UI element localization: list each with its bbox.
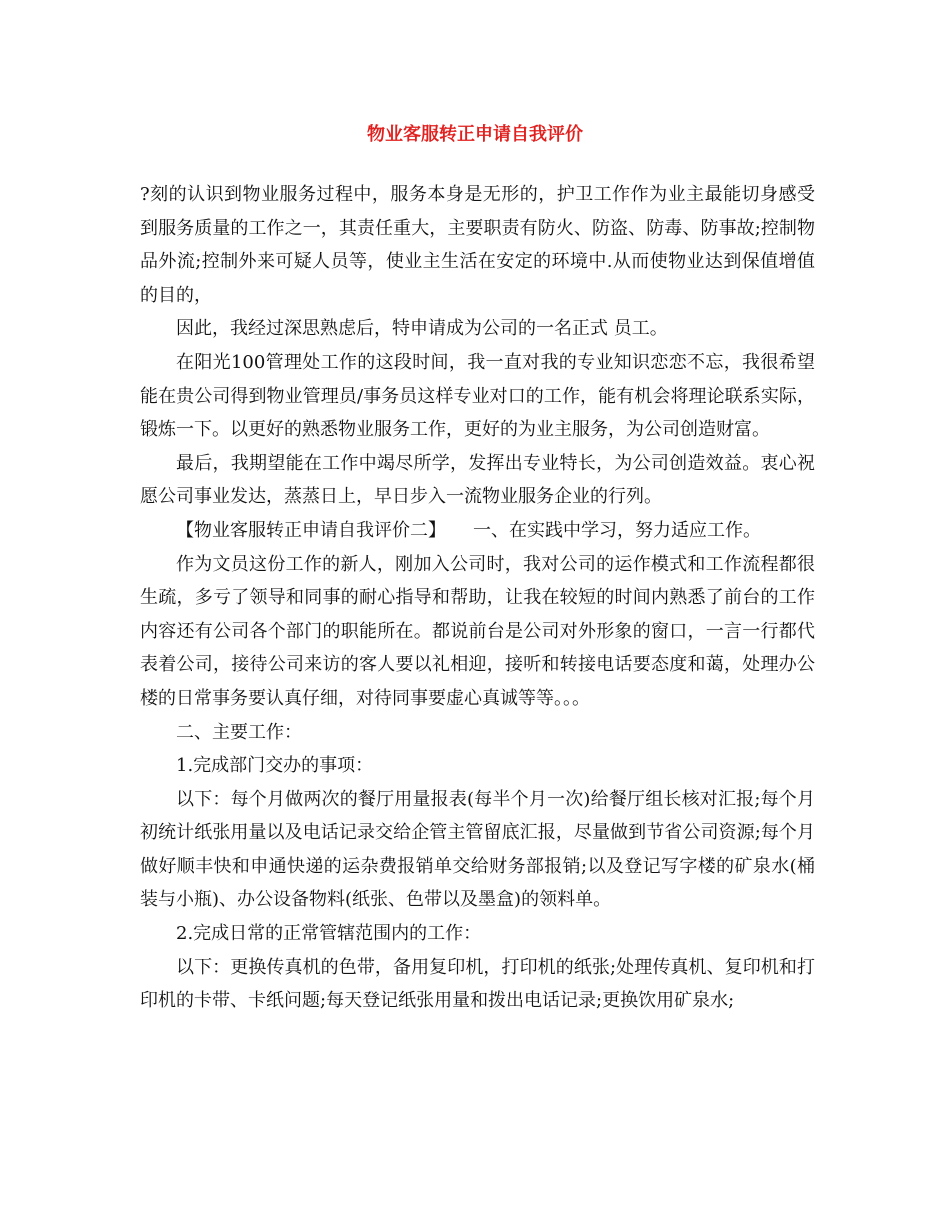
paragraph: 因此，我经过深思熟虑后，特申请成为公司的一名正式 员工。 — [176, 318, 668, 340]
paragraph: 最后，我期望能在工作中竭尽所学，发挥出专业特长，为公司创造效益。衷心祝愿公司事业发达，蒸蒸日上，早日步入一流物业服务企业的行列。 — [140, 452, 815, 508]
paragraph: 作为文员这份工作的新人，刚加入公司时，我对公司的运作模式和工作流程都很生疏，多亏了领导和同事的耐心指导和帮助，让我在较短的时间内熟悉了前台的工作内容还有公司各个部门的职能所在。都说前台是公司对外形象的窗口，一言一行都代表着公司，接待公司来访的客人要以礼相迎，接听和转接电话要态度和蔼，处理办公楼的日常事务要认真仔细，对待同事要虚心真诚等等。。。 — [140, 553, 815, 709]
paragraph: 以下：每个月做两次的餐厅用量报表(每半个月一次)给餐厅组长核对汇报;每个月初统计纸张用量以及电话记录交给企管主管留底汇报，尽量做到节省公司资源;每个月做好顺丰快和申通快递的运杂费报销单交给财务部报销;以及登记写字楼的矿泉水(桶装与小瓶)、办公设备物料(纸张、色带以及墨盒)的领料单。 — [140, 788, 815, 911]
subsection-heading: 1.完成部门交办的事项： — [176, 755, 374, 777]
paragraph: 以下：更换传真机的色带，备用复印机，打印机的纸张;处理传真机、复印机和打印机的卡带、卡纸问题;每天登记纸张用量和拨出电话记录;更换饮用矿泉水; — [140, 956, 815, 1012]
document-body — [140, 178, 815, 1018]
section-heading-paragraph: 【物业客服转正申请自我评价二】 一、在实践中学习，努力适应工作。 — [176, 519, 761, 541]
subsection-heading: 2.完成日常的正常管辖范围内的工作： — [176, 923, 482, 945]
paragraph: ?刻的认识到物业服务过程中，服务本身是无形的，护卫工作作为业主最能切身感受到服务质量的工作之一，其责任重大，主要职责有防火、防盗、防毒、防事故;控制物品外流;控制外来可疑人员等，使业主生活在安定的环境中.从而使物业达到保值增值的目的， — [140, 184, 815, 306]
document-title: 物业客服转正申请自我评价 — [367, 124, 583, 145]
section-heading: 二、主要工作： — [176, 721, 302, 743]
paragraph: 在阳光100管理处工作的这段时间，我一直对我的专业知识恋恋不忘，我很希望能在贵公司得到物业管理员/事务员这样专业对口的工作，能有机会将理论联系实际，锻炼一下。以更好的熟悉物业服务工作，更好的为业主服务，为公司创造财富。 — [140, 351, 815, 441]
